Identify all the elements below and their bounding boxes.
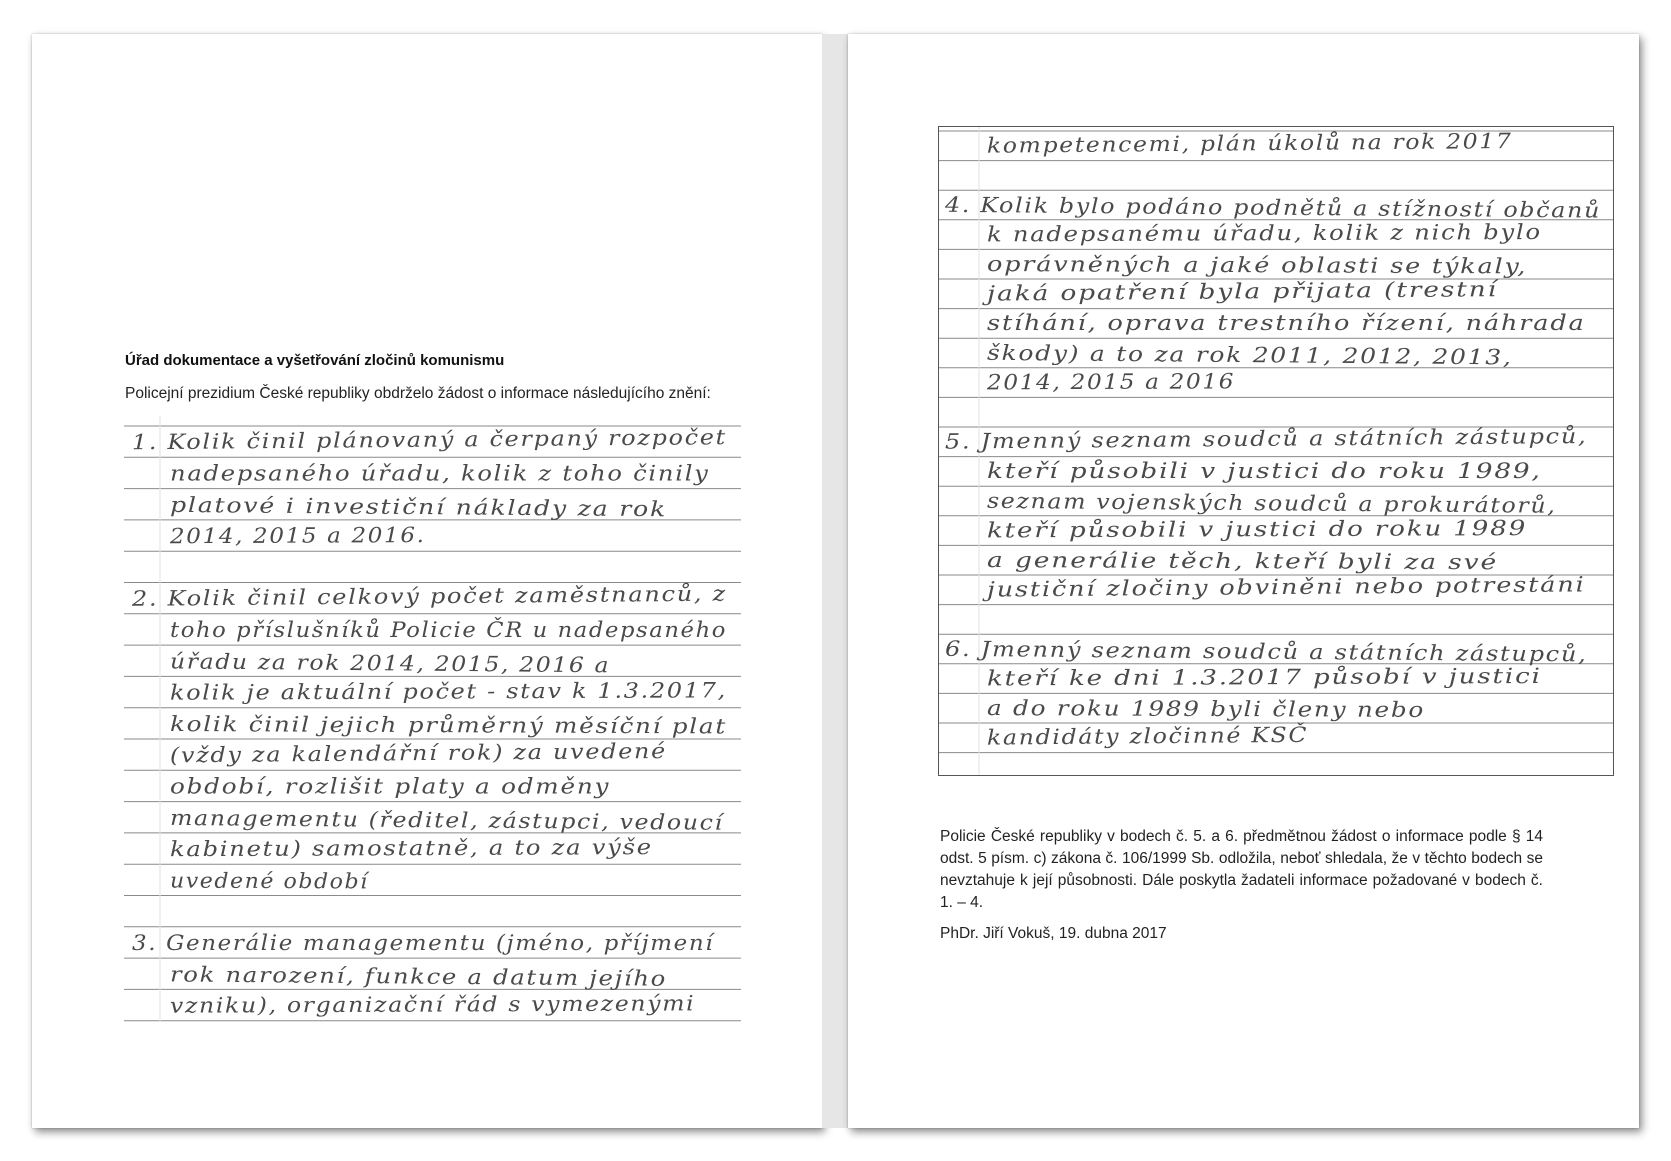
handwritten-line: kteří působili v justici do roku 1989 <box>986 516 1422 543</box>
handwritten-line: škody) a to za rok 2011, 2012, 2013, <box>986 340 1431 369</box>
handwritten-line: období, rozlišit platy a odměny <box>170 774 611 799</box>
handwritten-line: platové i investiční náklady za rok <box>169 492 586 521</box>
handwritten-line: k nadepsanému úřadu, kolik z nich bylo <box>986 220 1468 247</box>
page-right <box>848 34 1639 1128</box>
handwritten-scan-right-svg <box>939 127 1614 776</box>
handwritten-line: kteří působili v justici do roku 1989, <box>987 459 1542 484</box>
handwritten-line: kandidáty zločinné KSČ <box>986 723 1274 750</box>
handwritten-line: 5. Jmenný seznam soudců a státních zástupců, <box>944 424 1507 454</box>
handwritten-scan-left <box>124 416 741 1022</box>
signature-line: PhDr. Jiří Vokuš, 19. dubna 2017 <box>940 925 1167 942</box>
handwritten-line: kolik je aktuální počet - stav k 1.3.2017, <box>169 678 660 705</box>
handwritten-scan-left-svg <box>124 416 741 1022</box>
handwritten-line: vzniku), organizační řád s vymezenými <box>169 991 640 1018</box>
handwritten-line: oprávněných a jaké oblasti se týkaly, <box>986 252 1433 278</box>
handwritten-line: uvedené období <box>169 868 360 894</box>
handwritten-line: jaká opatření byla přijata (trestní <box>986 278 1394 306</box>
handwritten-line: justiční zločiny obviněni nebo potrestáni <box>986 573 1480 602</box>
handwritten-line: rok narození, funkce a datum jejího <box>169 962 602 991</box>
handwritten-line: 2. Kolik činil celkový počet zaměstnanců, z <box>131 582 653 611</box>
handwritten-line: 6. Jmenný seznam soudců a státních zástupců, <box>944 636 1507 666</box>
page-left <box>32 34 822 1128</box>
handwritten-line: kabinetu) samostatně, a to za výše <box>169 835 589 862</box>
handwritten-scan-right <box>938 126 1614 776</box>
handwritten-line: 2014, 2015 a 2016 <box>986 369 1213 395</box>
handwritten-line: 3. Generálie managementu (jméno, příjmení <box>132 931 716 956</box>
handwritten-line: a generálie těch, kteří byli za své <box>986 548 1393 574</box>
handwritten-line: kompetencemi, plán úkolů na rok 2017 <box>986 129 1458 158</box>
page-gutter <box>822 34 848 1128</box>
handwritten-line: 2014, 2015 a 2016. <box>169 523 404 549</box>
handwritten-line: kolik činil jejich průměrný měsíční plat <box>169 712 646 739</box>
handwritten-line: nadepsaného úřadu, kolik z toho činily <box>170 461 710 486</box>
handwritten-line: (vždy za kalendářní rok) za uvedené <box>169 739 607 768</box>
handwritten-line: managementu (ředitel, zástupci, vedoucí <box>169 805 664 835</box>
handwritten-line: toho příslušníků Policie ČR u nadepsaného <box>170 618 688 643</box>
decision-paragraph: Policie České republiky v bodech č. 5. a 6. předmětnou žádost o informace podle § 14 odst. 5 písm. c) zákona č. 106/1999 Sb. odložila, neboť shledala, že v těchto bodech se nevztahuje k její působnosti. Dále poskytla žadateli informace požadované v bodech č. 1. – 4. <box>940 828 1543 911</box>
handwritten-line: a do roku 1989 byli členy nebo <box>986 696 1361 722</box>
handwritten-line: stíhání, oprava trestního řízení, náhrada <box>987 311 1586 336</box>
intro-text: Policejní prezidium České republiky obdrželo žádost o informace následujícího znění: <box>125 385 711 402</box>
handwritten-line: 1. Kolik činil plánovaný a čerpaný rozpočet <box>131 425 656 455</box>
handwritten-line: 4. Kolik bylo podáno podnětů a stížností občanů <box>944 192 1526 222</box>
office-title: Úřad dokumentace a vyšetřování zločinů komunismu <box>125 352 505 369</box>
handwritten-line: seznam vojenských soudců a prokurátorů, <box>986 488 1495 518</box>
handwritten-line: úřadu za rok 2014, 2015, 2016 a <box>169 649 565 677</box>
handwritten-line: kteří ke dni 1.3.2017 působí v justici <box>986 664 1434 691</box>
